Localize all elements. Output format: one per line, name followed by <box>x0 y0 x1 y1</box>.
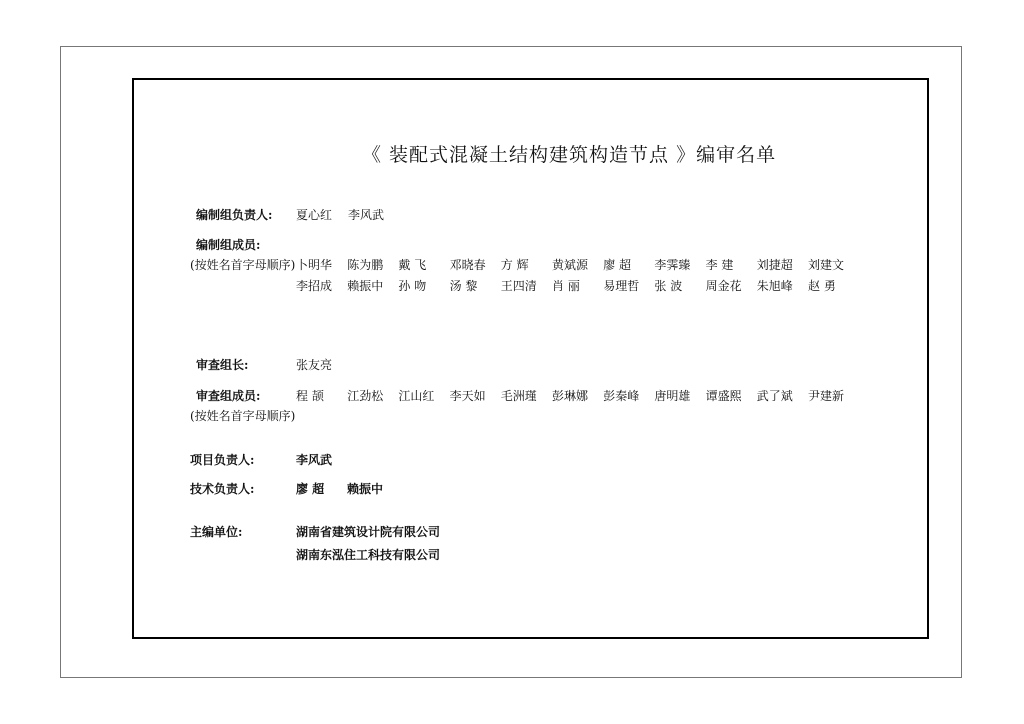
compile-member-name-r2-1: 李招成 <box>296 279 333 293</box>
compile-member-name-11: 刘建文 <box>808 258 845 272</box>
review-member-name-6: 彭琳娜 <box>552 389 589 403</box>
editor-units-label: 主编单位: <box>190 525 243 539</box>
compile-member-name-2: 陈为鹏 <box>347 258 384 272</box>
review-lead-label: 审查组长: <box>196 358 249 372</box>
compile-lead-name-2: 李风武 <box>348 208 385 222</box>
compile-member-name-7: 廖 超 <box>603 258 632 272</box>
tech-lead-name-1: 廖 超 <box>296 482 325 496</box>
review-member-name-3: 江山红 <box>398 389 435 403</box>
compile-member-name-r2-8: 张 波 <box>654 279 683 293</box>
review-member-name-7: 彭秦峰 <box>603 389 640 403</box>
review-member-name-2: 江劲松 <box>347 389 384 403</box>
review-member-name-5: 毛洲瑾 <box>500 389 537 403</box>
tech-lead-label: 技术负责人: <box>190 482 255 496</box>
review-member-name-11: 尹建新 <box>808 389 845 403</box>
compile-members-label: 编制组成员: <box>196 238 261 252</box>
compile-member-name-r2-7: 易理哲 <box>603 279 640 293</box>
project-lead-name: 李风武 <box>296 453 333 467</box>
project-lead-label: 项目负责人: <box>190 453 255 467</box>
compile-member-name-r2-5: 王四清 <box>500 279 537 293</box>
compile-member-name-4: 邓晓春 <box>449 258 486 272</box>
compile-member-name-r2-6: 肖 丽 <box>552 279 580 293</box>
compile-member-name-1: 卜明华 <box>296 258 333 272</box>
compile-member-name-3: 戴 飞 <box>398 258 427 272</box>
compile-member-name-10: 刘捷超 <box>756 258 793 272</box>
compile-member-name-6: 黄斌源 <box>552 258 589 272</box>
compile-member-name-9: 李 建 <box>705 258 734 272</box>
compile-member-name-r2-11: 赵 勇 <box>808 279 836 293</box>
compile-member-name-8: 李霁臻 <box>654 258 691 272</box>
review-member-name-8: 唐明雄 <box>654 389 691 403</box>
editor-unit-2: 湖南东泓住工科技有限公司 <box>296 548 441 562</box>
compile-member-name-5: 方 辉 <box>500 258 529 272</box>
compile-lead-name-1: 夏心红 <box>296 208 333 222</box>
review-lead-name: 张友亮 <box>296 358 333 372</box>
tech-lead-name-2: 赖振中 <box>347 482 384 496</box>
editor-unit-1: 湖南省建筑设计院有限公司 <box>296 525 441 539</box>
review-members-note: (按姓名首字母顺序) <box>190 409 296 423</box>
compile-member-name-r2-4: 汤 黎 <box>449 279 478 293</box>
review-member-name-4: 李天如 <box>449 389 486 403</box>
compile-member-name-r2-9: 周金花 <box>705 279 742 293</box>
compile-member-name-r2-2: 赖振中 <box>347 279 384 293</box>
review-member-name-9: 谭盛熙 <box>705 389 742 403</box>
compile-members-note: (按姓名首字母顺序) <box>190 258 296 272</box>
review-member-name-10: 武了斌 <box>756 389 793 403</box>
compile-lead-label: 编制组负责人: <box>196 208 273 222</box>
page-title: 《 装配式混凝土结构建筑构造节点 》编审名单 <box>362 144 777 166</box>
compile-member-name-r2-10: 朱旭峰 <box>756 279 793 293</box>
review-member-name-1: 程 颉 <box>296 389 324 403</box>
review-members-label: 审查组成员: <box>196 389 261 403</box>
compile-member-name-r2-3: 孙 吻 <box>398 279 427 293</box>
